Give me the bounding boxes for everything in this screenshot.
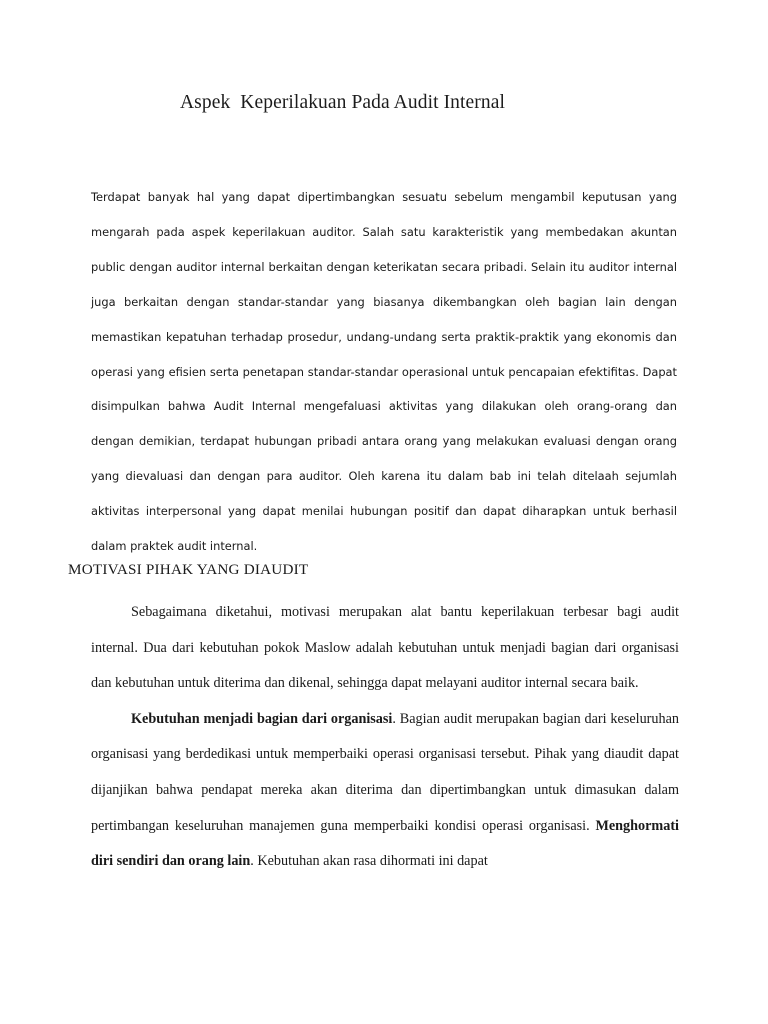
document-title: Aspek Keperilakuan Pada Audit Internal [180,92,506,113]
body-section [91,595,679,880]
body-paragraph-2 [91,702,679,880]
bold-term-respect: Menghormati diri sendiri dan orang lain [91,817,679,870]
intro-section [91,180,677,564]
bold-term-belonging: Kebutuhan menjadi bagian dari organisasi [131,710,393,727]
section-heading: MOTIVASI PIHAK YANG DIAUDIT [68,561,309,578]
intro-paragraph: Terdapat banyak hal yang dapat dipertimbangkan sesuatu sebelum mengambil keputusan yang mengarah pada aspek keperilakuan auditor. Salah satu karakteristik yang membedakan akuntan public dengan auditor internal berkaitan dengan keterikatan secara pribadi. Selain itu auditor internal juga berkaitan dengan standar-standar yang biasanya dikembangkan oleh bagian lain dengan memastikan kepatuhan terhadap prosedur, undang-undang serta praktik-praktik yang ekonomis dan operasi yang efisien serta penetapan standar-standar operasional untuk pencapaian efektifitas. Dapat disimpulkan bahwa Audit Internal mengefaluasi aktivitas yang dilakukan oleh orang-orang dan dengan demikian, terdapat hubungan pribadi antara orang yang melakukan evaluasi dengan orang yang dievaluasi dan dengan para auditor. Oleh karena itu dalam bab ini telah ditelaah sejumlah aktivitas interpersonal yang dapat menilai hubungan positif dan dapat diharapkan untuk berhasil dalam praktek audit internal. [91,190,677,554]
paragraph-2-text-2: . Kebutuhan akan rasa dihormati ini dapat [250,853,488,870]
body-paragraph-1: Sebagaimana diketahui, motivasi merupakan alat bantu keperilakuan terbesar bagi audit internal. Dua dari kebutuhan pokok Maslow adalah kebutuhan untuk menjadi bagian dari organisasi dan kebutuhan untuk diterima dan dikenal, sehingga dapat melayani auditor internal secara baik. [91,604,679,692]
paragraph-2-text-1: . Bagian audit merupakan bagian dari keseluruhan organisasi yang berdedikasi untuk memperbaiki operasi organisasi tersebut. Pihak yang diaudit dapat dijanjikan bahwa pendapat mereka akan diterima dan dipertimbangkan untuk dimasukan dalam pertimbangan keseluruhan manajemen guna memperbaiki kondisi operasi organisasi. [91,710,679,834]
